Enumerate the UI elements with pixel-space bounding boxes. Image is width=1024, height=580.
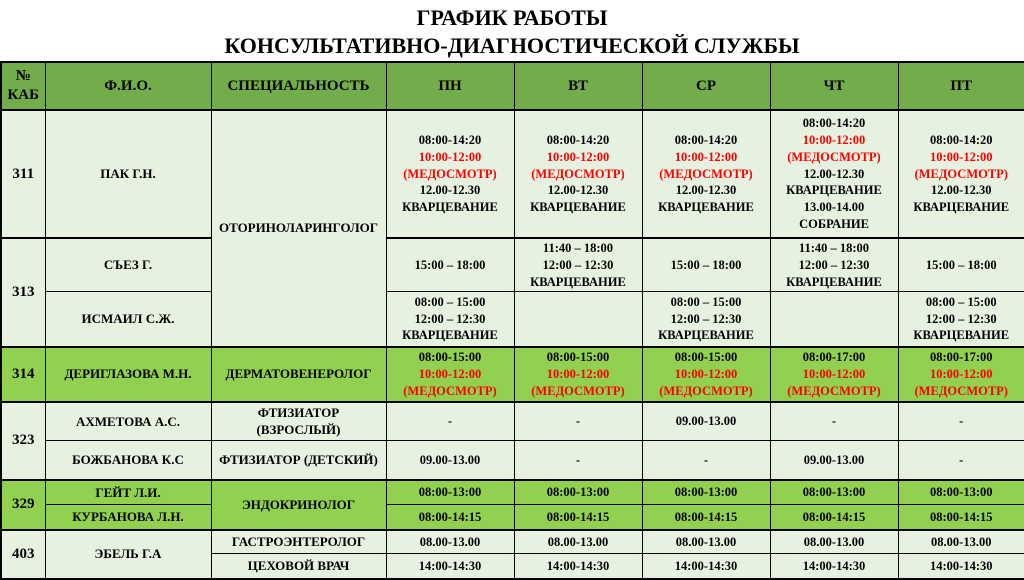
- cab-cell: 323: [1, 402, 45, 480]
- fio-cell: КУРБАНОВА Л.Н.: [45, 505, 211, 530]
- schedule-cell-mon: [386, 441, 514, 480]
- schedule-line: (МЕДОСМОТР): [659, 166, 753, 181]
- header-cab: № КАБ: [1, 62, 45, 110]
- schedule-line: 13.00-14.00: [803, 200, 865, 215]
- table-row: [1, 402, 1024, 441]
- schedule-line: 12.00-12.30: [419, 183, 481, 198]
- schedule-line: 08:00 – 15:00: [414, 294, 486, 309]
- schedule-line: 08.00-13.00: [931, 534, 992, 549]
- schedule-line: 09.00-13.00: [803, 452, 865, 467]
- schedule-line: 08.00-13.00: [675, 534, 737, 549]
- schedule-cell-thu: [770, 480, 898, 505]
- schedule-cell-thu: [770, 554, 898, 579]
- schedule-line: 14:00-14:30: [418, 558, 482, 573]
- schedule-line: -: [831, 414, 837, 429]
- schedule-line: 10:00-12:00: [418, 366, 482, 381]
- schedule-line: 08.00-13.00: [419, 534, 481, 549]
- schedule-cell-mon: [386, 402, 514, 441]
- schedule-cell-fri: [898, 505, 1024, 530]
- table-row: [1, 480, 1024, 505]
- fio-cell: АХМЕТОВА А.С.: [45, 402, 211, 441]
- schedule-line: 08:00-15:00: [546, 350, 610, 365]
- schedule-line: 08:00-14:20: [802, 116, 866, 131]
- specialty-cell: ФТИЗИАТОР (ДЕТСКИЙ): [211, 441, 386, 480]
- schedule-line: КВАРЦЕВАНИЕ: [658, 200, 754, 215]
- schedule-line: 12:00 – 12:30: [925, 311, 997, 326]
- schedule-cell-fri: [898, 238, 1024, 292]
- schedule-cell-fri: [898, 554, 1024, 579]
- schedule-cell-tue: [514, 441, 642, 480]
- schedule-line: 08:00-14:20: [674, 133, 738, 148]
- schedule-cell-tue: [514, 110, 642, 238]
- table-row: [1, 530, 1024, 554]
- specialty-cell: ДЕРМАТОВЕНЕРОЛОГ: [211, 347, 386, 402]
- header-fio: Ф.И.О.: [45, 62, 211, 110]
- schedule-table: [0, 61, 1024, 580]
- schedule-line: 14:00-14:30: [546, 558, 610, 573]
- schedule-line: (МЕДОСМОТР): [914, 383, 1008, 398]
- schedule-line: 10:00-12:00: [418, 149, 482, 164]
- table-row: [1, 441, 1024, 480]
- fio-cell: ПАК Г.Н.: [45, 110, 211, 238]
- schedule-line: 08:00 – 15:00: [670, 294, 742, 309]
- schedule-cell-thu: [770, 402, 898, 441]
- cab-cell: 314: [1, 347, 45, 402]
- schedule-line: 12:00 – 12:30: [670, 311, 742, 326]
- schedule-line: 08.00-13.00: [803, 534, 865, 549]
- specialty-cell: ФТИЗИАТОР (ВЗРОСЛЫЙ): [211, 402, 386, 441]
- schedule-line: -: [959, 452, 964, 467]
- schedule-line: 12.00-12.30: [547, 183, 609, 198]
- schedule-line: 08:00-14:15: [930, 509, 993, 524]
- schedule-line: 08:00-15:00: [674, 350, 738, 365]
- schedule-cell-tue: [514, 402, 642, 441]
- schedule-cell-mon: [386, 238, 514, 292]
- schedule-line: 10:00-12:00: [930, 149, 993, 164]
- schedule-line: 10:00-12:00: [674, 366, 738, 381]
- schedule-cell-tue: [514, 505, 642, 530]
- schedule-cell-thu: [770, 292, 898, 347]
- schedule-line: КВАРЦЕВАНИЕ: [530, 200, 626, 215]
- schedule-line: КВАРЦЕВАНИЕ: [402, 200, 498, 215]
- schedule-line: 08:00-13:00: [418, 485, 482, 500]
- schedule-line: 12:00 – 12:30: [542, 257, 614, 272]
- schedule-cell-thu: [770, 347, 898, 402]
- schedule-line: 10:00-12:00: [802, 133, 866, 148]
- schedule-line: (МЕДОСМОТР): [914, 166, 1008, 181]
- schedule-cell-wed: [642, 441, 770, 480]
- schedule-line: 10:00-12:00: [546, 366, 610, 381]
- fio-cell: СЪЕЗ Г.: [45, 238, 211, 292]
- schedule-cell-tue: [514, 554, 642, 579]
- schedule-cell-thu: [770, 441, 898, 480]
- schedule-line: 08:00-14:15: [418, 509, 482, 524]
- schedule-cell-tue: [514, 480, 642, 505]
- schedule-cell-mon: [386, 480, 514, 505]
- schedule-cell-wed: [642, 530, 770, 554]
- fio-cell: ДЕРИГЛАЗОВА М.Н.: [45, 347, 211, 402]
- schedule-line: 12:00 – 12:30: [798, 257, 870, 272]
- schedule-line: 10:00-12:00: [930, 366, 993, 381]
- schedule-cell-fri: [898, 110, 1024, 238]
- schedule-line: КВАРЦЕВАНИЕ: [913, 328, 1010, 343]
- schedule-cell-mon: [386, 110, 514, 238]
- header-row: [1, 62, 1024, 110]
- header-day-wed: СР: [642, 62, 770, 110]
- schedule-line: 08:00-14:15: [546, 509, 610, 524]
- schedule-line: (МЕДОСМОТР): [787, 149, 881, 164]
- schedule-line: КВАРЦЕВАНИЕ: [786, 274, 882, 289]
- fio-cell: БОЖБАНОВА К.С: [45, 441, 211, 480]
- schedule-line: КВАРЦЕВАНИЕ: [402, 328, 498, 343]
- schedule-line: 09.00-13.00: [675, 414, 737, 429]
- schedule-cell-wed: [642, 110, 770, 238]
- schedule-line: 10:00-12:00: [674, 149, 738, 164]
- schedule-line: КВАРЦЕВАНИЕ: [530, 274, 626, 289]
- schedule-line: КВАРЦЕВАНИЕ: [913, 200, 1010, 215]
- schedule-cell-tue: [514, 238, 642, 292]
- schedule-cell-fri: [898, 480, 1024, 505]
- schedule-cell-fri: [898, 347, 1024, 402]
- schedule-cell-wed: [642, 480, 770, 505]
- schedule-cell-tue: [514, 530, 642, 554]
- page-title-line2: КОНСУЛЬТАТИВНО-ДИАГНОСТИЧЕСКОЙ СЛУЖБЫ: [224, 32, 800, 58]
- schedule-cell-mon: [386, 554, 514, 579]
- schedule-line: 15:00 – 18:00: [414, 257, 486, 272]
- schedule-line: 08:00-14:15: [674, 509, 738, 524]
- schedule-cell-thu: [770, 110, 898, 238]
- specialty-cell: ЭНДОКРИНОЛОГ: [211, 480, 386, 530]
- schedule-cell-wed: [642, 505, 770, 530]
- cab-cell: 311: [1, 110, 45, 238]
- schedule-cell-tue: [514, 292, 642, 347]
- schedule-cell-thu: [770, 238, 898, 292]
- schedule-line: 08:00-14:20: [930, 133, 993, 148]
- schedule-line: 15:00 – 18:00: [925, 257, 997, 272]
- schedule-cell-tue: [514, 347, 642, 402]
- page-title-line1: ГРАФИК РАБОТЫ: [416, 5, 608, 30]
- schedule-line: -: [703, 452, 709, 467]
- schedule-line: 08:00-13:00: [802, 485, 866, 500]
- schedule-line: КВАРЦЕВАНИЕ: [658, 328, 754, 343]
- schedule-line: 10:00-12:00: [546, 149, 610, 164]
- schedule-line: -: [575, 452, 581, 467]
- cab-cell: 403: [1, 530, 45, 579]
- schedule-line: (МЕДОСМОТР): [531, 166, 625, 181]
- header-day-fri: ПТ: [898, 62, 1024, 110]
- specialty-cell: ГАСТРОЭНТЕРОЛОГ: [211, 530, 386, 554]
- schedule-line: 12.00-12.30: [675, 183, 737, 198]
- schedule-line: 10:00-12:00: [802, 366, 866, 381]
- fio-cell: ИСМАИЛ С.Ж.: [45, 292, 211, 347]
- schedule-cell-wed: [642, 292, 770, 347]
- schedule-line: 08:00-13:00: [674, 485, 738, 500]
- schedule-cell-wed: [642, 554, 770, 579]
- schedule-line: 12:00 – 12:30: [414, 311, 486, 326]
- schedule-line: 08.00-13.00: [547, 534, 609, 549]
- header-day-tue: ВТ: [514, 62, 642, 110]
- schedule-line: СОБРАНИЕ: [799, 216, 869, 231]
- schedule-cell-thu: [770, 530, 898, 554]
- schedule-line: (МЕДОСМОТР): [403, 166, 497, 181]
- header-day-mon: ПН: [386, 62, 514, 110]
- specialty-cell: ОТОРИНОЛАРИНГОЛОГ: [211, 110, 386, 347]
- schedule-line: 12.00-12.30: [931, 183, 992, 198]
- schedule-line: 08:00-14:20: [418, 133, 482, 148]
- schedule-line: 08:00-14:15: [802, 509, 866, 524]
- schedule-line: 15:00 – 18:00: [670, 257, 742, 272]
- table-row: [1, 110, 1024, 238]
- schedule-line: (МЕДОСМОТР): [531, 383, 625, 398]
- schedule-line: 08:00 – 15:00: [925, 294, 997, 309]
- schedule-cell-fri: [898, 402, 1024, 441]
- fio-cell: ГЕЙТ Л.И.: [45, 480, 211, 505]
- cab-cell: 313: [1, 238, 45, 347]
- schedule-line: 08:00-13:00: [546, 485, 610, 500]
- schedule-line: 14:00-14:30: [674, 558, 738, 573]
- specialty-cell: ЦЕХОВОЙ ВРАЧ: [211, 554, 386, 579]
- schedule-line: (МЕДОСМОТР): [659, 383, 753, 398]
- schedule-line: 11:40 – 18:00: [542, 241, 614, 255]
- schedule-line: (МЕДОСМОТР): [403, 383, 497, 398]
- schedule-cell-mon: [386, 530, 514, 554]
- fio-cell: ЭБЕЛЬ Г.А: [45, 530, 211, 579]
- schedule-line: -: [575, 414, 581, 429]
- table-row: [1, 505, 1024, 530]
- schedule-cell-fri: [898, 292, 1024, 347]
- header-specialty: СПЕЦИАЛЬНОСТЬ: [211, 62, 386, 110]
- schedule-line: 08:00-15:00: [418, 350, 482, 365]
- schedule-cell-wed: [642, 402, 770, 441]
- schedule-line: 08:00-17:00: [930, 350, 993, 365]
- table-row: [1, 292, 1024, 347]
- schedule-line: 14:00-14:30: [930, 558, 993, 573]
- table-row: [1, 347, 1024, 402]
- schedule-line: 12.00-12.30: [803, 166, 865, 181]
- schedule-line: 08:00-17:00: [802, 350, 866, 365]
- schedule-line: 08:00-13:00: [930, 485, 993, 500]
- schedule-cell-wed: [642, 238, 770, 292]
- schedule-cell-fri: [898, 530, 1024, 554]
- cab-cell: 329: [1, 480, 45, 530]
- schedule-cell-mon: [386, 505, 514, 530]
- schedule-line: 14:00-14:30: [802, 558, 866, 573]
- schedule-cell-thu: [770, 505, 898, 530]
- schedule-cell-fri: [898, 441, 1024, 480]
- schedule-cell-mon: [386, 292, 514, 347]
- schedule-line: 09.00-13.00: [419, 452, 481, 467]
- schedule-line: (МЕДОСМОТР): [787, 383, 881, 398]
- header-day-thu: ЧТ: [770, 62, 898, 110]
- table-row: [1, 238, 1024, 292]
- schedule-cell-mon: [386, 347, 514, 402]
- schedule-line: -: [447, 414, 453, 429]
- schedule-line: -: [959, 414, 964, 429]
- schedule-line: КВАРЦЕВАНИЕ: [786, 183, 882, 198]
- page-title: [0, 0, 1024, 61]
- schedule-line: 11:40 – 18:00: [798, 241, 870, 255]
- schedule-cell-wed: [642, 347, 770, 402]
- schedule-line: 08:00-14:20: [546, 133, 610, 148]
